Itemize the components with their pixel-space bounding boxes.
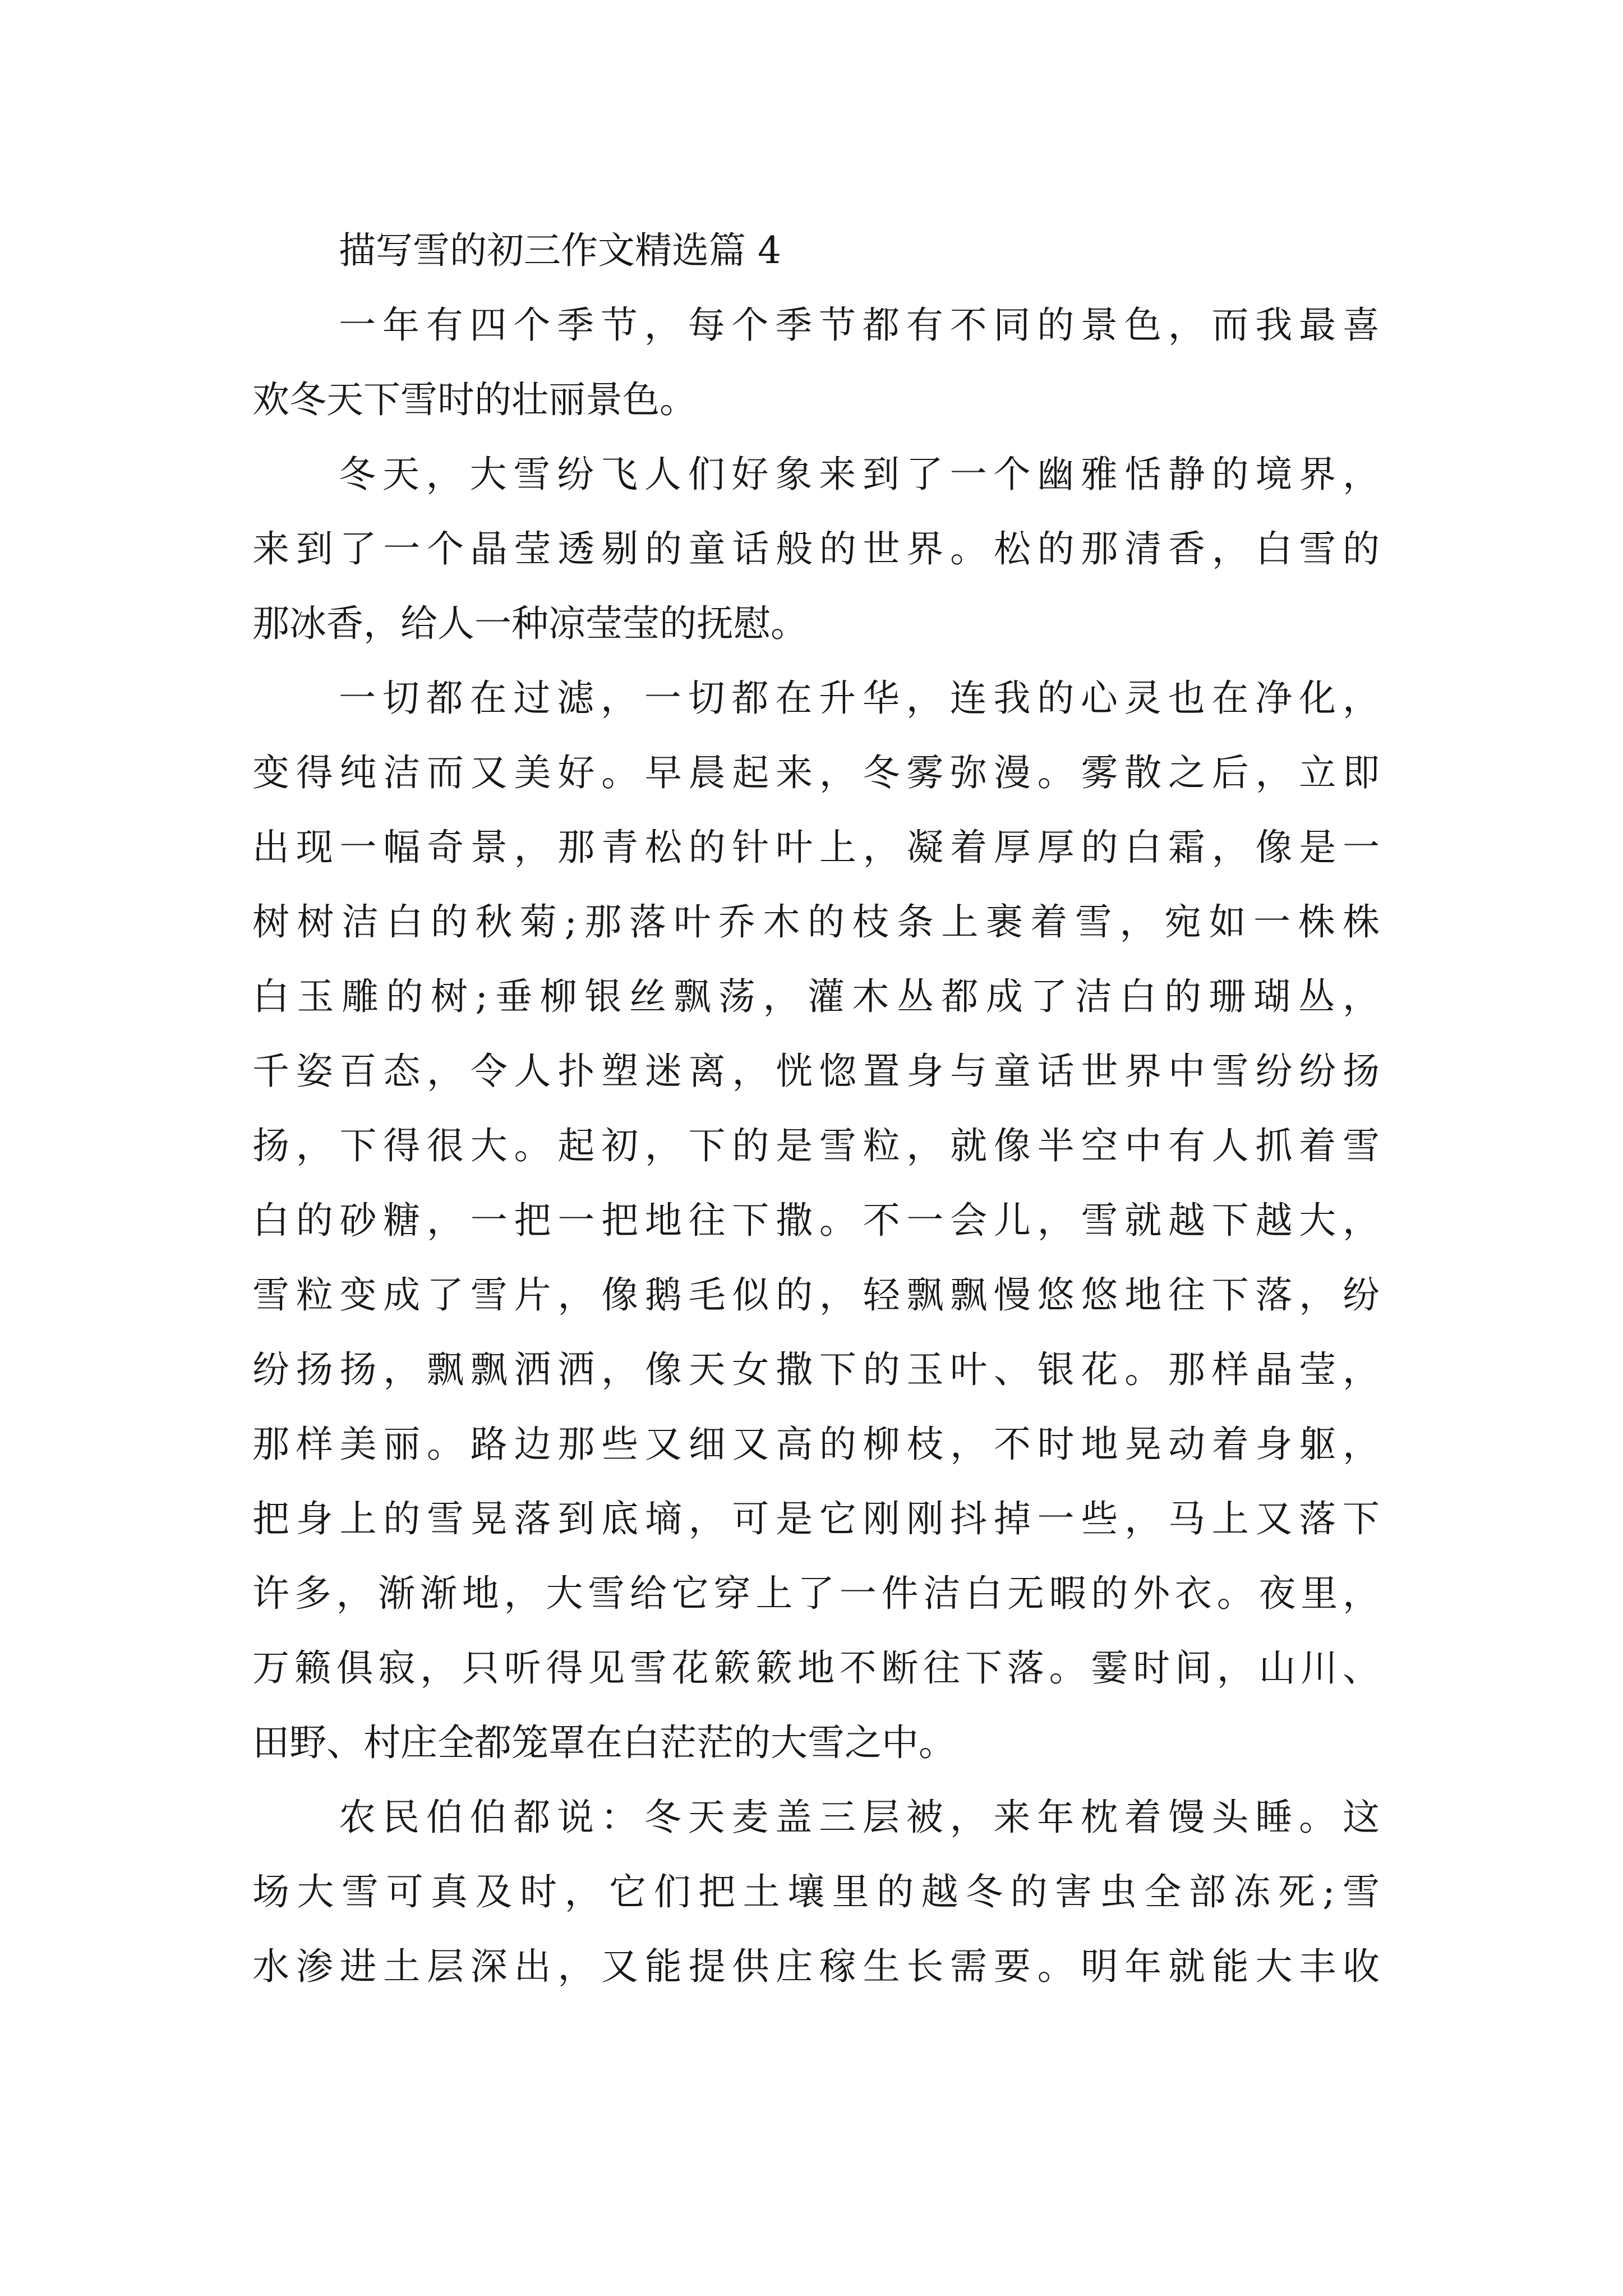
paragraph-2-line-2: 来到了一个晶莹透剔的童话般的世界。松的那清香，白雪的 — [252, 527, 1380, 570]
paragraph-4-line-2: 场大雪可真及时，它们把土壤里的越冬的害虫全部冻死;雪 — [252, 1870, 1380, 1913]
paragraph-3-line-12: 把身上的雪晃落到底墒，可是它刚刚抖掉一些，马上又落下 — [252, 1497, 1380, 1540]
paragraph-3-line-3: 出现一幅奇景，那青松的针叶上，凝着厚厚的白霜，像是一 — [252, 826, 1380, 869]
paragraph-2-line-1: 冬天，大雪纷飞人们好象来到了一个幽雅恬静的境界， — [339, 453, 1380, 496]
paragraph-2-line-3: 那冰香，给人一种凉莹莹的抚慰。 — [252, 602, 808, 645]
paragraph-3-line-11: 那样美丽。路边那些又细又高的柳枝，不时地晃动着身躯， — [252, 1423, 1380, 1466]
paragraph-3-line-14: 万籁俱寂，只听得见雪花簌簌地不断往下落。霎时间，山川、 — [252, 1646, 1380, 1690]
paragraph-3-line-2: 变得纯洁而又美好。早晨起来，冬雾弥漫。雾散之后，立即 — [252, 751, 1380, 794]
paragraph-4-line-3: 水渗进土层深出，又能提供庄稼生长需要。明年就能大丰收 — [252, 1945, 1380, 1988]
paragraph-3-line-8: 白的砂糖，一把一把地往下撒。不一会儿，雪就越下越大， — [252, 1199, 1380, 1242]
paragraph-4-line-1: 农民伯伯都说：冬天麦盖三层被，来年枕着馒头睡。这 — [339, 1796, 1380, 1839]
paragraph-3-line-5: 白玉雕的树;垂柳银丝飘荡，灌木丛都成了洁白的珊瑚丛， — [252, 975, 1380, 1018]
essay-body — [252, 213, 1380, 2004]
essay-title: 描写雪的初三作文精选篇 4 — [339, 229, 781, 272]
paragraph-1-line-2: 欢冬天下雪时的壮丽景色。 — [252, 378, 697, 421]
paragraph-3-line-4: 树树洁白的秋菊;那落叶乔木的枝条上裹着雪，宛如一株株 — [252, 900, 1380, 944]
paragraph-3-line-9: 雪粒变成了雪片，像鹅毛似的，轻飘飘慢悠悠地往下落，纷 — [252, 1273, 1380, 1317]
paragraph-3-line-10: 纷扬扬，飘飘洒洒，像天女撒下的玉叶、银花。那样晶莹， — [252, 1348, 1380, 1391]
paragraph-3-line-13: 许多，渐渐地，大雪给它穿上了一件洁白无暇的外衣。夜里， — [252, 1572, 1380, 1615]
paragraph-3-line-7: 扬，下得很大。起初，下的是雪粒，就像半空中有人抓着雪 — [252, 1124, 1380, 1167]
paragraph-1-line-1: 一年有四个季节，每个季节都有不同的景色，而我最喜 — [339, 303, 1380, 347]
paragraph-3-line-15: 田野、村庄全都笼罩在白茫茫的大雪之中。 — [252, 1721, 956, 1764]
paragraph-3-line-6: 千姿百态，令人扑塑迷离，恍惚置身与童话世界中雪纷纷扬 — [252, 1050, 1380, 1093]
paragraph-3-line-1: 一切都在过滤，一切都在升华，连我的心灵也在净化， — [339, 677, 1380, 720]
